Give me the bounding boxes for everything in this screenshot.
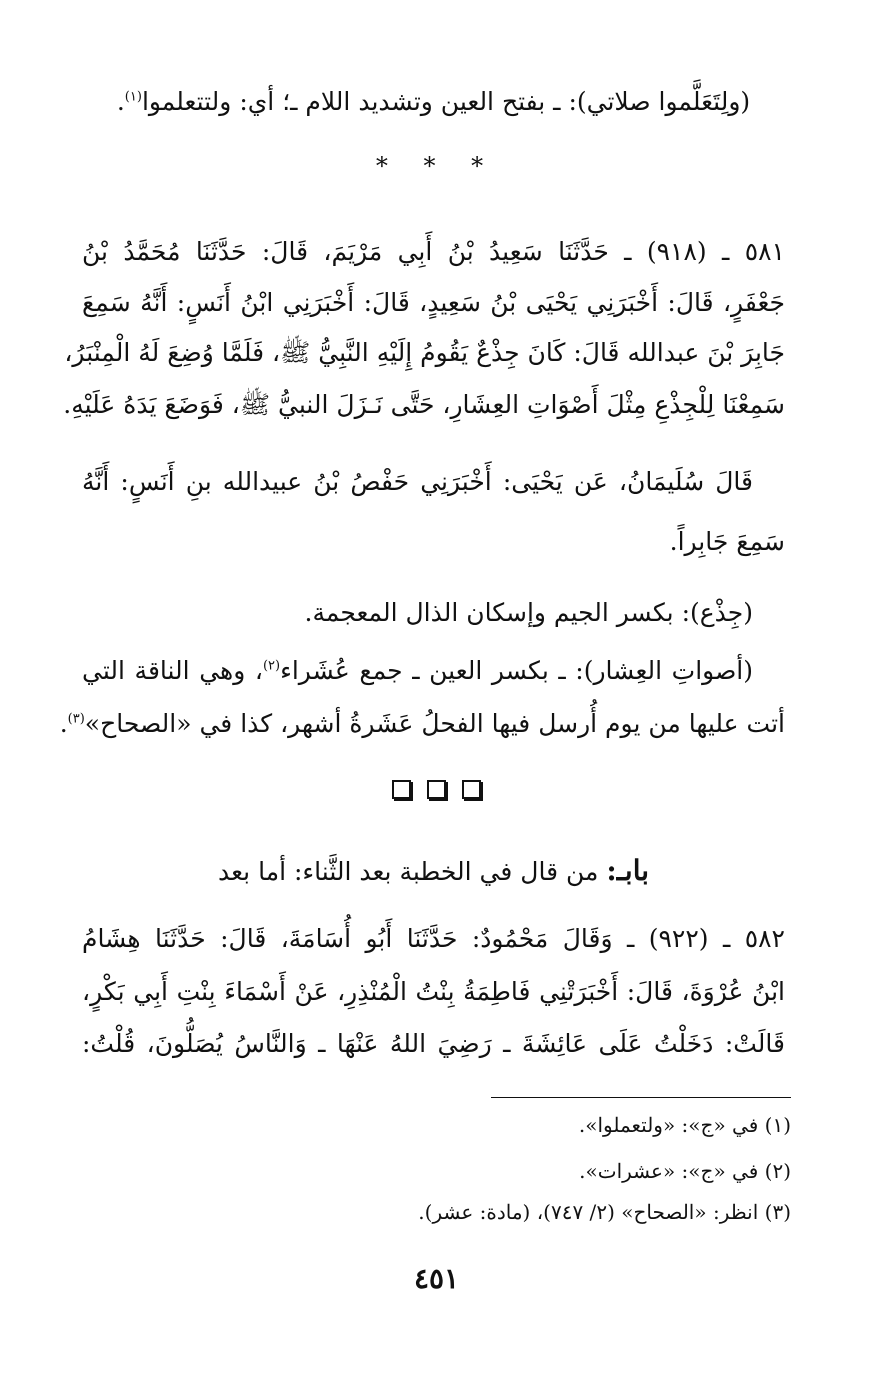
square-ornament [427, 780, 446, 799]
gloss-text: (ولِتَعَلَّموا صلاتي): ـ بفتح العين وتشديد اللام ـ؛ أي: ولتتعلموا [141, 87, 751, 116]
gloss-line-tataallamu [82, 82, 785, 122]
gloss-ashwat2-text-b: . [59, 709, 68, 738]
hadith-581-line-5: قَالَ سُلَيمَانُ، عَن يَحْيَى: أَخْبَرَنِي حَفْصُ بْنُ عبيدالله بنِ أَنَسٍ: أَنَّهُ [82, 467, 753, 496]
hadith-581-line-6: سَمِعَ جَابِراً. [669, 527, 785, 556]
gloss-ashwat-line-2 [59, 704, 785, 744]
section-separator-squares [0, 780, 873, 799]
footnote-ref-1: (١) [124, 89, 142, 105]
footnote-divider [491, 1097, 791, 1098]
hadith-581-line-3: جَابِرَ بْنَ عبدالله قَالَ: كَانَ جِذْعٌ يَقُومُ إِلَيْهِ النَّبِيُّ ﷺ، فَلَمَّا وُضِعَ لَهُ الْمِنْبَرُ، [64, 338, 785, 367]
gloss-end: . [116, 87, 125, 116]
gloss-ashwat-line-1 [82, 651, 785, 691]
gloss-ashwat-text-a: (أصواتِ العِشار): ـ بكسر العين ـ جمع عُشَراء [280, 656, 753, 685]
footnote-2: (٢) في «ج»: «عشرات». [579, 1159, 791, 1183]
hadith-582-line-2: ابْنُ عُرْوَةَ، قَالَ: أَخْبَرَتْنِي فَاطِمَةُ بِنْتُ الْمُنْذِرِ، عَنْ أَسْمَاءَ بِنْتِ أَبِي بَكْرٍ، [82, 977, 785, 1006]
section-separator-stars: * * * [375, 152, 498, 180]
hadith-581-line-2: جَعْفَرٍ، قَالَ: أَخْبَرَنِي يَحْيَى بْنُ سَعِيدٍ، قَالَ: أَخْبَرَنِي ابْنُ أَنَسٍ: أَنَّهُ سَمِعَ [82, 288, 785, 317]
square-ornament [462, 780, 481, 799]
hadith-581-line-1: ٥٨١ ـ (٩١٨) ـ حَدَّثَنَا سَعِيدُ بْنُ أَبِي مَرْيَمَ، قَالَ: حَدَّثَنَا مُحَمَّدُ بْنُ [82, 237, 785, 266]
chapter-title: من قال في الخطبة بعد الثَّناء: أما بعد [217, 857, 599, 886]
footnote-3: (٣) انظر: «الصحاح» (٢/ ٧٤٧)، (مادة: عشر). [418, 1200, 791, 1224]
footnote-1: (١) في «ج»: «ولتعملوا». [578, 1113, 791, 1137]
footnote-ref-3: (٣) [67, 711, 85, 727]
square-ornament [392, 780, 411, 799]
gloss-jidh: (جِذْع): بكسر الجيم وإسكان الذال المعجمة. [304, 598, 753, 627]
gloss-ashwat2-text-a: أتت عليها من يوم أُرسل فيها الفحلُ عَشَرةُ أشهر، كذا في «الصحاح» [84, 709, 785, 738]
gloss-ashwat-text-b: ، وهي الناقة التي [82, 656, 263, 685]
chapter-label: بابـ: [606, 854, 650, 887]
hadith-582-line-1: ٥٨٢ ـ (٩٢٢) ـ وَقَالَ مَحْمُودٌ: حَدَّثَنَا أَبُو أُسَامَةَ، قَالَ: حَدَّثَنَا هِشَامُ [82, 924, 785, 953]
chapter-heading [82, 851, 785, 892]
hadith-581-line-4: سَمِعْنَا لِلْجِذْعِ مِثْلَ أَصْوَاتِ العِشَارِ، حَتَّى نَـزَلَ النبيُّ ﷺ، فَوَضَعَ يَدَهُ عَلَيْهِ. [63, 390, 785, 419]
hadith-582-line-3: قَالَتْ: دَخَلْتُ عَلَى عَائِشَةَ ـ رَضِيَ اللهُ عَنْهَا ـ وَالنَّاسُ يُصَلُّونَ، قُلْتُ: [82, 1029, 785, 1058]
footnote-ref-2: (٢) [262, 658, 281, 674]
page-number: ٤٥١ [413, 1262, 460, 1295]
